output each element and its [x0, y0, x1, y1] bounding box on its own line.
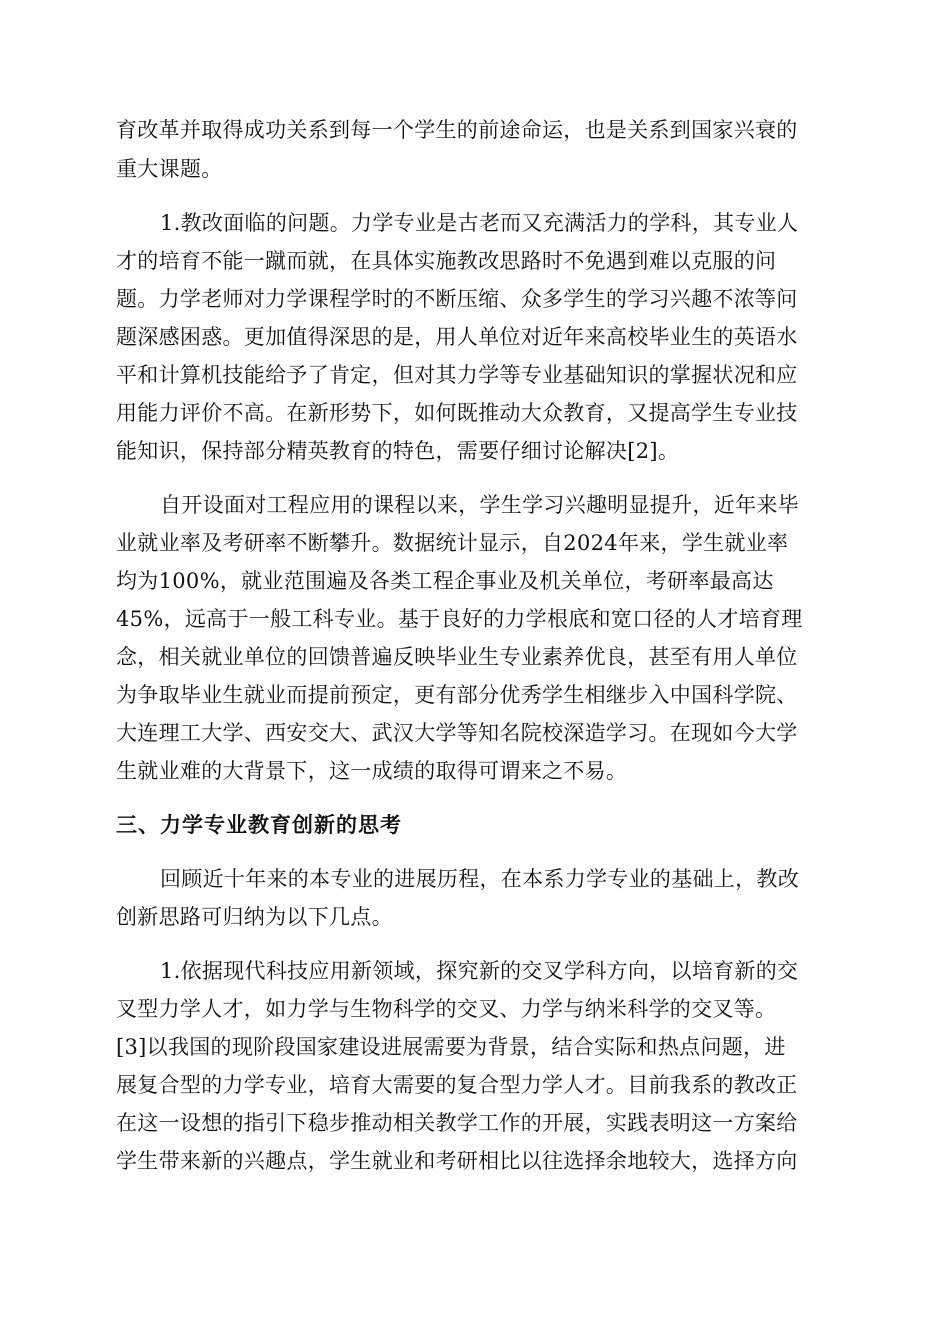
text-line: 大连理工大学、西安交大、武汉大学等知名院校深造学习。在现如今大学	[116, 721, 798, 745]
text-line: 均为100%，就业范围遍及各类工程企事业及机关单位，考研率最高达	[116, 569, 774, 593]
text-line: 自开设面对工程应用的课程以来，学生学习兴趣明显提升，近年来毕	[160, 493, 799, 517]
text-line: 45%，远高于一般工科专业。基于良好的力学根底和宽口径的人才培育理	[116, 607, 803, 631]
text-line: 为争取毕业生就业而提前预定，更有部分优秀学生相继步入中国科学院、	[116, 683, 798, 707]
text-line: 重大课题。	[116, 157, 223, 181]
text-line: 才的培育不能一蹴而就，在具体实施教改思路时不免遇到难以克服的问	[116, 249, 777, 273]
text-line: 在这一设想的指引下稳步推动相关教学工作的开展，实践表明这一方案给	[116, 1111, 798, 1135]
text-line: [3]以我国的现阶段国家建设进展需要为背景，结合实际和热点问题，进	[116, 1035, 786, 1059]
section-heading: 三、力学专业教育创新的思考	[116, 813, 402, 837]
text-line: 创新思路可归纳为以下几点。	[116, 905, 393, 929]
text-line: 1.依据现代科技应用新领域，探究新的交叉学科方向，以培育新的交	[160, 959, 799, 983]
text-line: 1.教改面临的问题。力学专业是古老而又充满活力的学科，其专业人	[160, 211, 799, 235]
text-line: 业就业率及考研率不断攀升。数据统计显示，自2024年来，学生就业率	[116, 531, 789, 555]
text-line: 学生带来新的兴趣点，学生就业和考研相比以往选择余地较大，选择方向	[116, 1149, 798, 1173]
text-line: 展复合型的力学专业，培育大需要的复合型力学人才。目前我系的教改正	[116, 1073, 798, 1097]
text-line: 叉型力学人才，如力学与生物科学的交叉、力学与纳米科学的交叉等。	[116, 997, 777, 1021]
text-line: 念，相关就业单位的回馈普遍反映毕业生专业素养优良，甚至有用人单位	[116, 645, 798, 669]
text-line: 平和计算机技能给予了肯定，但对其力学等专业基础知识的掌握状况和应	[116, 363, 798, 387]
text-line: 回顾近十年来的本专业的进展历程，在本系力学专业的基础上，教改	[160, 867, 799, 891]
text-line: 题深感困惑。更加值得深思的是，用人单位对近年来高校毕业生的英语水	[116, 325, 798, 349]
text-line: 生就业难的大背景下，这一成绩的取得可谓来之不易。	[116, 759, 628, 783]
text-line: 用能力评价不高。在新形势下，如何既推动大众教育，又提高学生专业技	[116, 401, 798, 425]
text-line: 题。力学老师对力学课程学时的不断压缩、众多学生的学习兴趣不浓等问	[116, 287, 798, 311]
text-line: 育改革并取得成功关系到每一个学生的前途命运，也是关系到国家兴衰的	[116, 118, 798, 142]
text-line: 能知识，保持部分精英教育的特色，需要仔细讨论解决[2]。	[116, 439, 680, 463]
